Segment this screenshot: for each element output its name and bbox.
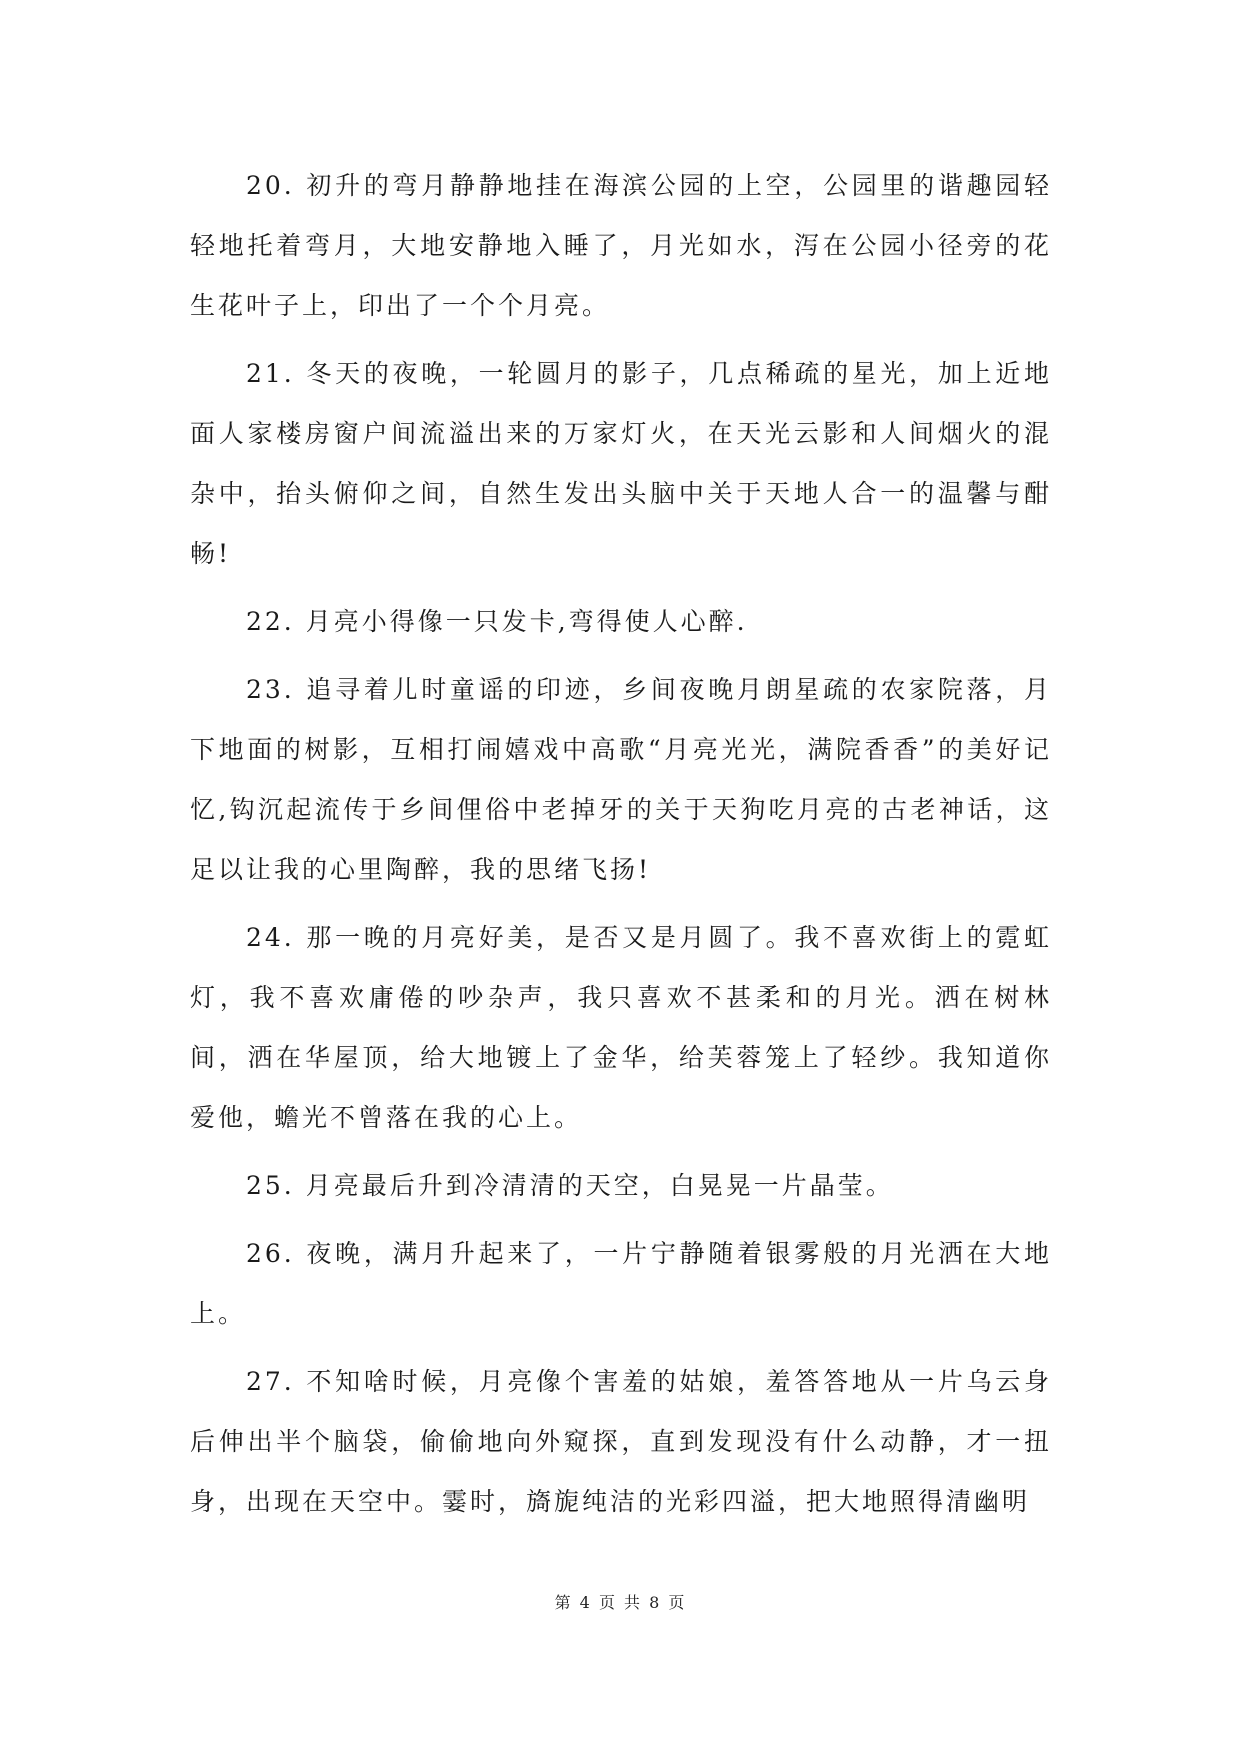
paragraph-20: 20. 初升的弯月静静地挂在海滨公园的上空，公园里的谐趣园轻轻地托着弯月，大地安静地入睡了，月光如水，泻在公园小径旁的花生花叶子上，印出了一个个月亮。: [190, 171, 1052, 320]
paragraph-26: 26. 夜晚，满月升起来了，一片宁静随着银雾般的月光洒在大地上。: [190, 1239, 1052, 1328]
paragraph-24: 24. 那一晚的月亮好美，是否又是月圆了。我不喜欢街上的霓虹灯，我不喜欢庸倦的吵杂声，我只喜欢不甚柔和的月光。洒在树林间，洒在华屋顶，给大地镀上了金华，给芙蓉笼上了轻纱。我知道你爱他，蟾光不曾落在我的心上。: [190, 923, 1052, 1132]
paragraph-21: 21. 冬天的夜晚，一轮圆月的影子，几点稀疏的星光，加上近地面人家楼房窗户间流溢出来的万家灯火，在天光云影和人间烟火的混杂中，抬头俯仰之间，自然生发出头脑中关于天地人合一的温馨与酣畅!: [190, 359, 1052, 568]
paragraph-25: 25. 月亮最后升到冷清清的天空，白晃晃一片晶莹。: [246, 1171, 894, 1200]
paragraph-23: 23. 追寻着儿时童谣的印迹，乡间夜晚月朗星疏的农家院落，月下地面的树影，互相打闹嬉戏中高歌“月亮光光，满院香香”的美好记忆,钩沉起流传于乡间俚俗中老掉牙的关于天狗吃月亮的古老神话，这足以让我的心里陶醉，我的思绪飞扬!: [190, 675, 1052, 884]
page-number-footer: 第 4 页 共 8 页: [554, 1593, 687, 1612]
document-body: [190, 156, 1052, 1540]
paragraph-27: 27. 不知啥时候，月亮像个害羞的姑娘，羞答答地从一片乌云身后伸出半个脑袋，偷偷地向外窥探，直到发现没有什么动静，才一扭身，出现在天空中。霎时，旖旎纯洁的光彩四溢，把大地照得清幽明: [190, 1367, 1052, 1516]
paragraph-22: 22. 月亮小得像一只发卡,弯得使人心醉.: [246, 607, 748, 636]
